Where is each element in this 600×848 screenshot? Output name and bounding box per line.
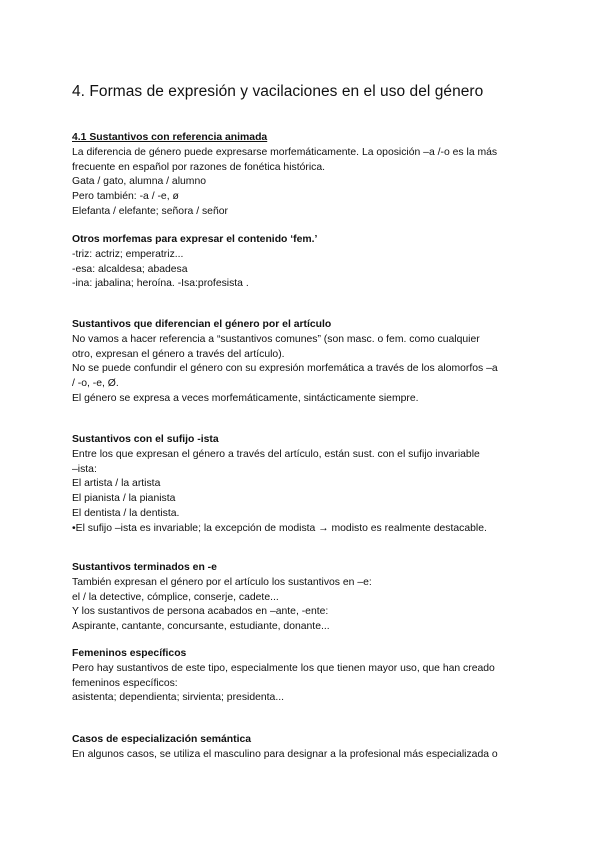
paragraph-line: El pianista / la pianista bbox=[72, 493, 176, 505]
paragraph-line: Elefanta / elefante; señora / señor bbox=[72, 205, 228, 217]
section-heading: Sustantivos con el sufijo -ista bbox=[72, 434, 219, 445]
paragraph-line: -ina: jabalina; heroína. -Isa:profesista . bbox=[72, 278, 249, 290]
paragraph-line: No vamos a hacer referencia a “sustantivos comunes” (son masc. o fem. como cualquier bbox=[72, 333, 480, 345]
paragraph-line: Pero también: -a / -e, ø bbox=[72, 191, 179, 203]
section-heading: Otros morfemas para expresar el contenido ‘fem.’ bbox=[72, 234, 318, 245]
section-heading: Casos de especialización semántica bbox=[72, 734, 252, 745]
paragraph-line: Entre los que expresan el género a través del artículo, están sust. con el sufijo invariable bbox=[72, 448, 480, 460]
section-heading: Sustantivos terminados en -e bbox=[72, 562, 217, 573]
document-title: 4. Formas de expresión y vacilaciones en el uso del género bbox=[72, 83, 484, 100]
section-heading: 4.1 Sustantivos con referencia animada bbox=[72, 132, 268, 143]
paragraph-line: El artista / la artista bbox=[72, 478, 161, 490]
section-e-ending bbox=[72, 561, 542, 635]
section-specific-feminines bbox=[72, 647, 542, 706]
section-animate-nouns bbox=[72, 131, 542, 220]
paragraph-line: / -o, -e, Ø. bbox=[72, 378, 119, 390]
paragraph-line: –ista: bbox=[72, 463, 97, 475]
paragraph-line: -triz: actriz; emperatriz... bbox=[72, 248, 184, 260]
paragraph-line: femeninos específicos: bbox=[72, 677, 178, 689]
paragraph-line: Aspirante, cantante, concursante, estudiante, donante... bbox=[72, 621, 330, 633]
section-semantic-specialization bbox=[72, 733, 542, 763]
paragraph-line: Pero hay sustantivos de este tipo, especialmente los que tienen mayor uso, que han creado bbox=[72, 662, 495, 674]
paragraph-line: Y los sustantivos de persona acabados en –ante, -ente: bbox=[72, 606, 329, 618]
paragraph-line: No se puede confundir el género con su expresión morfemática a través de los alomorfos –a bbox=[72, 363, 498, 375]
section-gender-by-article bbox=[72, 318, 542, 407]
paragraph-line: frecuente en español por razones de fonética histórica. bbox=[72, 161, 325, 173]
section-heading: Sustantivos que diferencian el género por el artículo bbox=[72, 319, 332, 330]
paragraph-line: Gata / gato, alumna / alumno bbox=[72, 176, 207, 188]
section-ista-suffix bbox=[72, 433, 542, 537]
paragraph-line: El género se expresa a veces morfemáticamente, sintácticamente siempre. bbox=[72, 392, 419, 404]
paragraph-line: -esa: alcaldesa; abadesa bbox=[72, 263, 188, 275]
paragraph-line: El dentista / la dentista. bbox=[72, 507, 180, 519]
paragraph-line: En algunos casos, se utiliza el masculino para designar a la profesional más especializada o bbox=[72, 748, 498, 760]
section-other-morphemes bbox=[72, 233, 542, 292]
paragraph-line: asistenta; dependienta; sirvienta; presidenta... bbox=[72, 692, 284, 704]
paragraph-line: •El sufijo –ista es invariable; la excepción de modista → modisto es realmente destacable. bbox=[72, 522, 487, 534]
paragraph-line: La diferencia de género puede expresarse morfemáticamente. La oposición –a /-o es la más bbox=[72, 146, 498, 158]
paragraph-line: También expresan el género por el artículo los sustantivos en –e: bbox=[72, 576, 372, 588]
paragraph-line: el / la detective, cómplice, conserje, cadete... bbox=[72, 591, 279, 603]
paragraph-line: otro, expresan el género a través del artículo). bbox=[72, 348, 285, 360]
section-heading: Femeninos específicos bbox=[72, 648, 187, 659]
